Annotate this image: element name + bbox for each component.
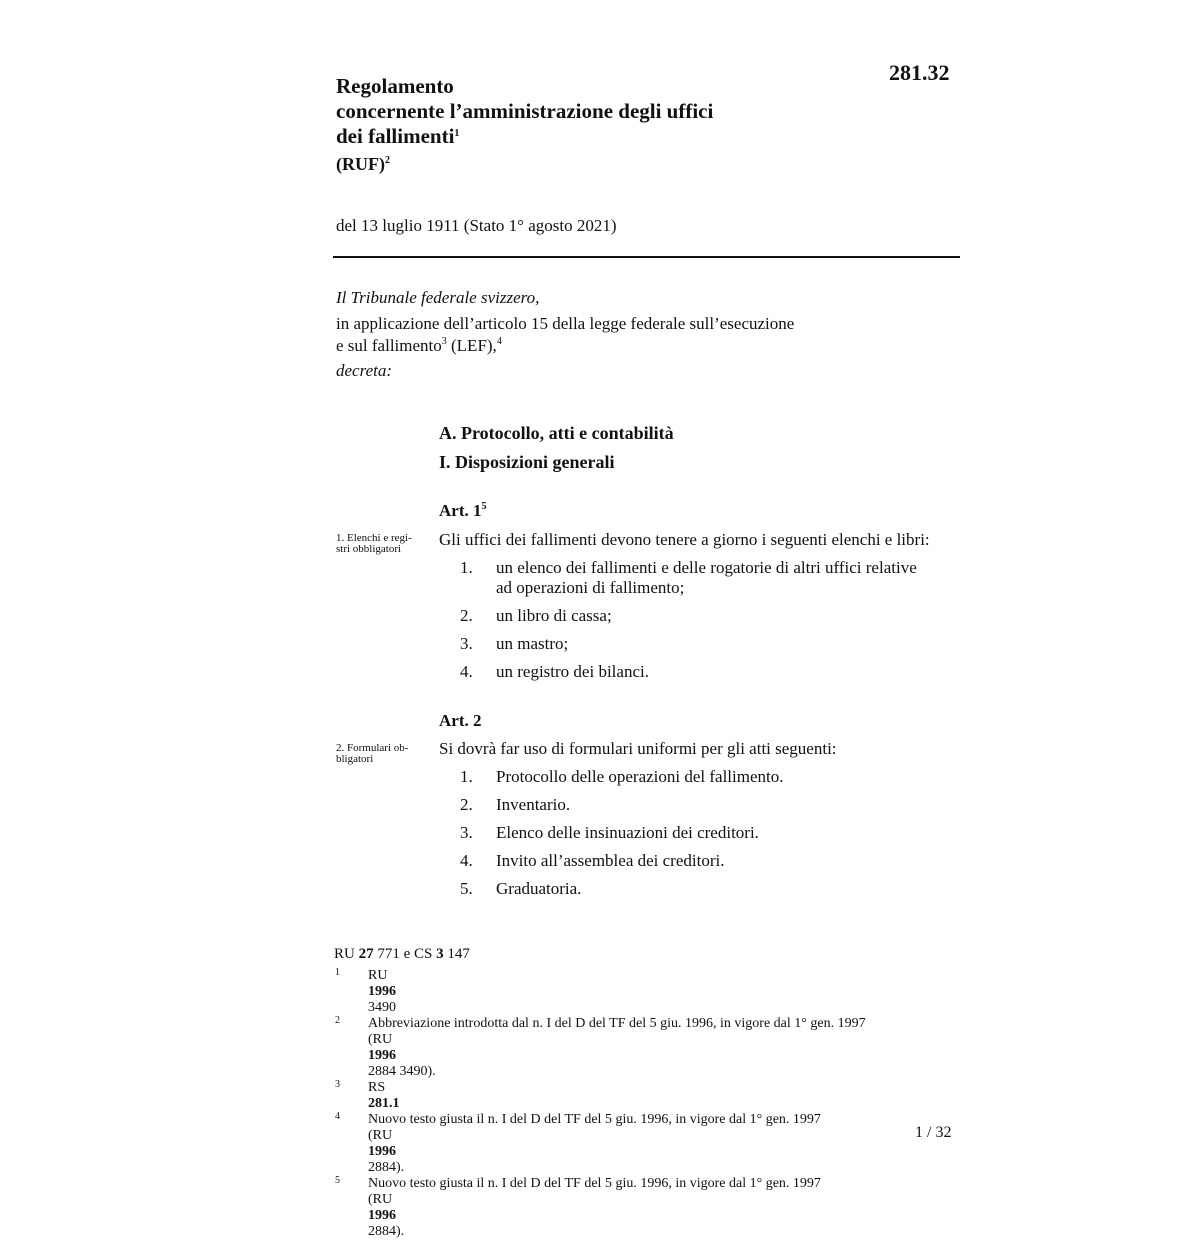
margin-note-line: 1. Elenchi e regi- bbox=[336, 532, 412, 544]
list-item bbox=[439, 558, 959, 598]
source-volume: 27 bbox=[358, 946, 374, 962]
footnote-line bbox=[368, 1032, 960, 1080]
margin-note bbox=[336, 533, 412, 555]
article-title-text: Art. 1 bbox=[439, 501, 482, 520]
list-item-number: 1. bbox=[460, 558, 473, 577]
footnote bbox=[334, 1080, 960, 1112]
footnote-ref[interactable]: 2 bbox=[384, 155, 390, 166]
footnote-ref[interactable]: 4 bbox=[496, 336, 502, 347]
document-abbreviation bbox=[336, 154, 390, 175]
list-item-number: 4. bbox=[460, 851, 473, 870]
list-item bbox=[439, 767, 959, 787]
footnote-volume: 1996 bbox=[368, 984, 396, 999]
footnote-run: Nuovo testo giusta il n. I del D del TF del 5 giu. 1996, in vigore dal 1° gen. 1997 bbox=[368, 1176, 821, 1191]
footnote-ref[interactable]: 1 bbox=[454, 128, 460, 139]
list-item-text bbox=[496, 851, 959, 871]
article-intro: Si dovrà far uso di formulari uniformi per gli atti seguenti: bbox=[439, 739, 837, 758]
footnote-ref[interactable]: 3 bbox=[441, 336, 447, 347]
source-text: 147 bbox=[443, 946, 470, 962]
footnote-volume: 1996 bbox=[368, 1144, 396, 1159]
list-item-line: Invito all’assemblea dei creditori. bbox=[496, 851, 725, 870]
preamble-text: (LEF), bbox=[446, 336, 497, 355]
footnote-text bbox=[368, 1112, 960, 1176]
footnote-text bbox=[368, 1080, 960, 1112]
footnote-run: 2884 3490). bbox=[368, 1064, 436, 1079]
list-item-line: un mastro; bbox=[496, 634, 569, 653]
list-item-text bbox=[496, 795, 959, 815]
footnote-line bbox=[368, 1192, 960, 1240]
subsection-heading: I. Disposizioni generali bbox=[439, 452, 615, 472]
list-item-text bbox=[496, 662, 959, 682]
footnote-text bbox=[368, 1176, 960, 1240]
title-line-text: dei fallimenti bbox=[336, 124, 455, 148]
footnotes bbox=[334, 968, 960, 1240]
section-heading: A. Protocollo, atti e contabilità bbox=[439, 423, 674, 443]
footnote-line bbox=[368, 1176, 960, 1192]
footnote-number: 2 bbox=[335, 1015, 340, 1026]
footnote-number: 5 bbox=[335, 1175, 340, 1186]
footnote-text bbox=[368, 1016, 960, 1080]
footnote-run: (RU bbox=[368, 1128, 393, 1143]
footnote-line bbox=[368, 968, 960, 1016]
article-title bbox=[439, 501, 486, 521]
list-item-line: un registro dei bilanci. bbox=[496, 662, 649, 681]
list-item-number: 3. bbox=[460, 634, 473, 653]
list-item bbox=[439, 823, 959, 843]
list-item bbox=[439, 634, 959, 654]
list-item-text bbox=[496, 823, 959, 843]
list-item-line: un libro di cassa; bbox=[496, 606, 612, 625]
footnote-ref[interactable]: 5 bbox=[481, 501, 487, 512]
list-item bbox=[439, 662, 959, 682]
source-reference bbox=[334, 946, 470, 963]
preamble-authority: Il Tribunale federale svizzero, bbox=[336, 288, 540, 307]
preamble-decree: decreta: bbox=[336, 361, 393, 380]
list-item bbox=[439, 795, 959, 815]
footnote-line bbox=[368, 1128, 960, 1176]
preamble-line bbox=[336, 335, 794, 360]
sr-number: 281.32 bbox=[889, 60, 950, 85]
list-item-line: ad operazioni di fallimento; bbox=[496, 578, 685, 597]
preamble bbox=[336, 287, 794, 382]
footnote-run: (RU bbox=[368, 1192, 393, 1207]
list-item-text bbox=[496, 634, 959, 654]
margin-note bbox=[336, 743, 408, 765]
article-intro: Gli uffici dei fallimenti devono tenere a giorno i seguenti elenchi e libri: bbox=[439, 530, 930, 549]
preamble-text: e sul fallimento bbox=[336, 336, 442, 355]
footnote-line bbox=[368, 1112, 960, 1128]
list-item-number: 1. bbox=[460, 767, 473, 786]
footnote bbox=[334, 1176, 960, 1240]
list-item-text bbox=[496, 606, 959, 626]
margin-note-line: stri obbligatori bbox=[336, 543, 402, 555]
list-item-number: 5. bbox=[460, 879, 473, 898]
footnote-run: 2884). bbox=[368, 1160, 405, 1175]
footnote-number: 1 bbox=[335, 967, 340, 978]
document-date: del 13 luglio 1911 (Stato 1° agosto 2021) bbox=[336, 216, 617, 235]
list-item-number: 2. bbox=[460, 795, 473, 814]
abbreviation-text: (RUF) bbox=[336, 154, 385, 174]
footnote-run: RU bbox=[368, 968, 388, 983]
list-item-line: Elenco delle insinuazioni dei creditori. bbox=[496, 823, 759, 842]
list-item-number: 4. bbox=[460, 662, 473, 681]
footnote-text bbox=[368, 968, 960, 1016]
footnote-volume: 1996 bbox=[368, 1208, 396, 1223]
list-item bbox=[439, 606, 959, 626]
footnote-line bbox=[368, 1016, 960, 1032]
footnote-volume: 281.1 bbox=[368, 1096, 400, 1111]
footnote-run: Nuovo testo giusta il n. I del D del TF del 5 giu. 1996, in vigore dal 1° gen. 1997 bbox=[368, 1112, 821, 1127]
title-line bbox=[336, 124, 713, 153]
article-list bbox=[439, 558, 959, 690]
source-volume: 3 bbox=[436, 946, 444, 962]
page-number: 1 / 32 bbox=[915, 1124, 952, 1141]
source-text: 771 e CS bbox=[373, 946, 437, 962]
list-item-number: 2. bbox=[460, 606, 473, 625]
footnote-volume: 1996 bbox=[368, 1048, 396, 1063]
preamble-line: in applicazione dell’articolo 15 della legge federale sull’esecuzione bbox=[336, 314, 795, 333]
source-text: RU bbox=[334, 946, 359, 962]
list-item-line: Inventario. bbox=[496, 795, 571, 814]
margin-note-line: bligatori bbox=[336, 753, 374, 765]
footnote bbox=[334, 1016, 960, 1080]
footnote-number: 4 bbox=[335, 1111, 340, 1122]
article-title: Art. 2 bbox=[439, 711, 482, 730]
footnote-run: RS bbox=[368, 1080, 386, 1095]
footnote bbox=[334, 968, 960, 1016]
footnote bbox=[334, 1112, 960, 1176]
list-item bbox=[439, 851, 959, 871]
footnote-run: 3490 bbox=[368, 1000, 396, 1015]
list-item-line: un elenco dei fallimenti e delle rogatorie di altri uffici relative bbox=[496, 558, 917, 577]
list-item-text bbox=[496, 558, 959, 598]
footnote-number: 3 bbox=[335, 1079, 340, 1090]
footnote-line bbox=[368, 1080, 960, 1112]
list-item-text bbox=[496, 767, 959, 787]
footnote-run: 2884). bbox=[368, 1224, 405, 1239]
document-title bbox=[336, 74, 713, 153]
title-line: Regolamento bbox=[336, 74, 454, 98]
list-item-text bbox=[496, 879, 959, 899]
margin-note-line: 2. Formulari ob- bbox=[336, 742, 409, 754]
list-item bbox=[439, 879, 959, 899]
list-item-line: Graduatoria. bbox=[496, 879, 582, 898]
header-divider bbox=[333, 256, 960, 258]
list-item-line: Protocollo delle operazioni del fallimento. bbox=[496, 767, 784, 786]
footnote-run: Abbreviazione introdotta dal n. I del D del TF del 5 giu. 1996, in vigore dal 1° gen. 1997 bbox=[368, 1016, 866, 1031]
footnote-run: (RU bbox=[368, 1032, 393, 1047]
list-item-number: 3. bbox=[460, 823, 473, 842]
article-list bbox=[439, 767, 959, 907]
title-line: concernente l’amministrazione degli uffici bbox=[336, 99, 714, 123]
